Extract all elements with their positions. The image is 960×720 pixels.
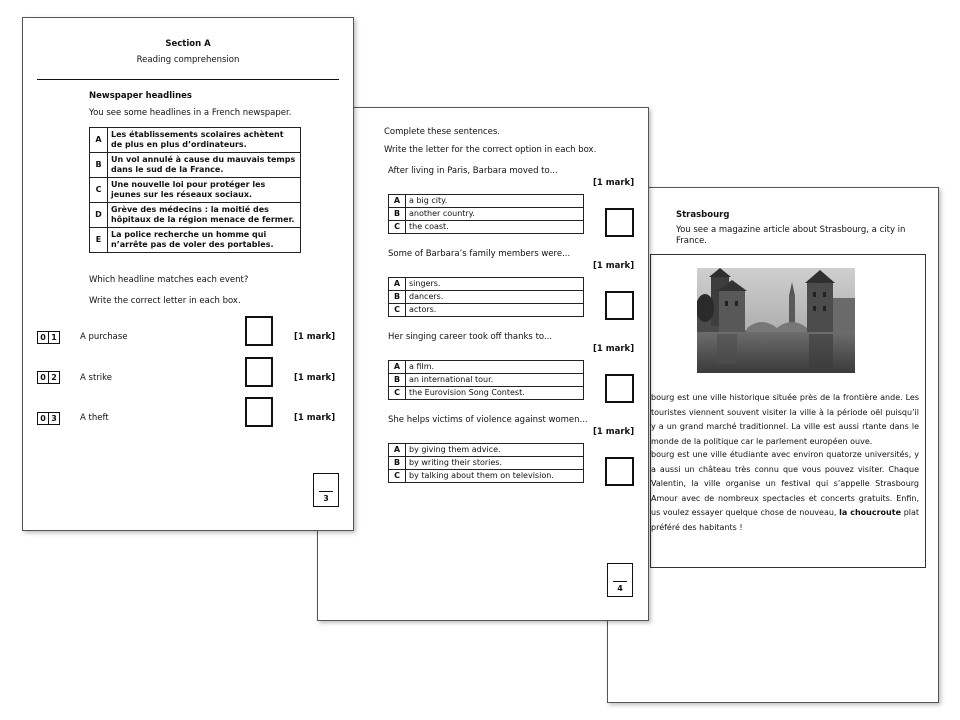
mark-label: [1 mark] (294, 373, 336, 383)
instruction-text: Write the correct letter in each box. (89, 296, 241, 306)
instruction-write-letter: Write the letter for the correct option in each box. (384, 145, 597, 155)
headlines-heading: Newspaper headlines (89, 91, 192, 101)
mark-label: [1 mark] (294, 413, 336, 423)
question-number: 0 3 (37, 412, 59, 425)
mark-label: [1 mark] (593, 344, 635, 354)
page-number-box: 4 (607, 563, 633, 597)
question-stem: After living in Paris, Barbara moved to... (388, 166, 558, 176)
answer-box[interactable] (245, 316, 273, 346)
question-stem: She helps victims of violence against women... (388, 415, 588, 425)
mark-label: [1 mark] (593, 261, 635, 271)
answer-box[interactable] (245, 397, 273, 427)
option-row: C the coast. (389, 221, 584, 234)
page-4 (317, 107, 649, 621)
option-row: B by writing their stories. (389, 457, 584, 470)
question-number: 0 2 (37, 371, 59, 384)
item-label: A strike (80, 373, 112, 383)
answer-box[interactable] (245, 357, 273, 387)
mark-label: [1 mark] (294, 332, 336, 342)
headline-row: A Les établissements scolaires achètent de plus en plus d’ordinateurs. (90, 128, 301, 153)
item-label: A theft (80, 413, 109, 423)
option-row: A a big city. (389, 195, 584, 208)
question-number: 0 1 (37, 331, 59, 344)
section-subtitle: Reading comprehension (136, 55, 240, 65)
article-paragraph-1: bourg est une ville historique située près de la frontière ande. Les touristes viennent souvent visiter la ville à la période oël puisqu’il y a un grand marché traditionnel. La ville est aussi rtante dans le monde de la politique car le parlement européen ouve. (651, 393, 919, 446)
question-stem: Her singing career took off thanks to... (388, 332, 553, 342)
article-paragraph-2: bourg est une ville étudiante avec environ quatorze universités, y a aussi un château très connu que vous pouvez visiter. Chaque Valentin, la ville organise un festival qui s’appelle Strasbourg Amour avec de nombreux spectacles et concerts gratuits. Enfin, us voulez essayer quelque chose de nouveau, la choucroute plat préféré des habitants ! (651, 450, 920, 532)
article-intro: You see a magazine article about Strasbourg, a city in France. (676, 225, 906, 246)
strasbourg-photo (697, 268, 855, 373)
question-text: Which headline matches each event? (89, 275, 249, 285)
headline-row: D Grève des médecins : la moitié des hôpitaux de la région menace de fermer. (90, 203, 301, 228)
page-3 (22, 17, 354, 531)
headline-row: C Une nouvelle loi pour protéger les jeunes sur les réseaux sociaux. (90, 178, 301, 203)
option-row: C by talking about them on television. (389, 470, 584, 483)
mark-label: [1 mark] (593, 178, 635, 188)
option-row: A by giving them advice. (389, 444, 584, 457)
answer-box[interactable] (605, 291, 634, 320)
option-row: C actors. (389, 304, 584, 317)
section-title: Section A (165, 39, 211, 49)
answer-box[interactable] (605, 208, 634, 237)
options-table (388, 194, 584, 234)
option-row: C the Eurovision Song Contest. (389, 387, 584, 400)
headline-row: B Un vol annulé à cause du mauvais temps dans le sud de la France. (90, 153, 301, 178)
article-heading: Strasbourg (676, 210, 730, 220)
answer-box[interactable] (605, 457, 634, 486)
options-table (388, 360, 584, 400)
headlines-intro: You see some headlines in a French newspaper. (89, 108, 292, 118)
option-row: B dancers. (389, 291, 584, 304)
options-table (388, 443, 584, 483)
headline-row: E La police recherche un homme qui n’arrête pas de voler des portables. (90, 228, 301, 253)
headlines-table (89, 127, 301, 253)
article-box (650, 254, 926, 568)
highlight-choucroute: la choucroute (839, 508, 901, 517)
options-table (388, 277, 584, 317)
answer-box[interactable] (605, 374, 634, 403)
instruction-complete: Complete these sentences. (384, 127, 501, 137)
item-label: A purchase (80, 332, 128, 342)
option-row: A a film. (389, 361, 584, 374)
option-row: B an international tour. (389, 374, 584, 387)
page-number-box: 3 (313, 473, 339, 507)
option-row: A singers. (389, 278, 584, 291)
page-strasbourg (607, 187, 939, 703)
question-stem: Some of Barbara’s family members were... (388, 249, 571, 259)
mark-label: [1 mark] (593, 427, 635, 437)
divider (37, 79, 339, 80)
option-row: B another country. (389, 208, 584, 221)
